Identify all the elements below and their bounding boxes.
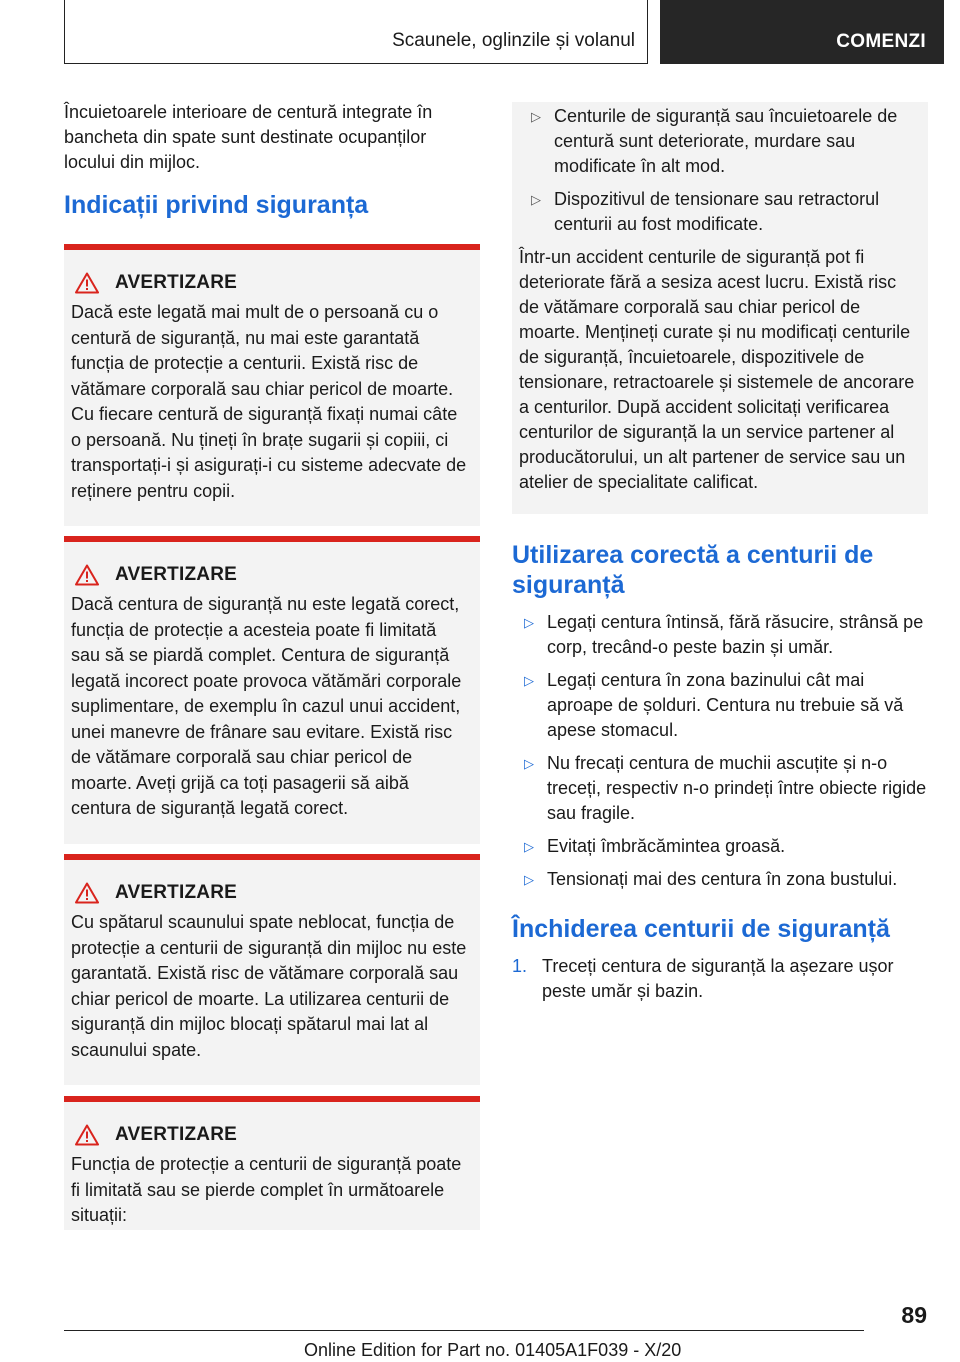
list-item (512, 751, 928, 826)
list-item (512, 954, 928, 1004)
list-item-text: Tensionați mai des centura în zona bustului. (547, 869, 898, 889)
triangle-right-icon: ▷ (524, 673, 534, 688)
warning-text: Cu spătarul scaunului spate neblocat, funcția de protecție a centurii de siguranță din mijloc nu este garantată. Există risc de vătămare corporală sau chiar pericol de moarte. La utilizarea centurii de siguranță din mijloc blocați spătarul mai lat al scaunului spate. (71, 912, 467, 1060)
list-item-text: Treceți centura de siguranță la așezare ușor peste umăr și bazin. (542, 956, 894, 1001)
triangle-right-icon: ▷ (531, 192, 541, 207)
list-item (519, 187, 918, 237)
chapter-tab-label: COMENZI (836, 31, 926, 52)
warning-box-2 (64, 536, 480, 844)
list-item (519, 104, 918, 179)
left-column-top (64, 100, 480, 220)
warning-triangle-icon (75, 272, 99, 294)
heading-closing: Închiderea centurii de siguranță (512, 915, 890, 943)
list-item (512, 834, 928, 859)
triangle-right-icon: ▷ (524, 839, 534, 854)
list-item (512, 668, 928, 743)
heading-correct-use: Utilizarea corectă a centurii de siguranță (512, 541, 874, 599)
warning-triangle-icon (75, 882, 99, 904)
warning-title: AVERTIZARE (115, 1124, 237, 1145)
warning-paragraph: Într-un accident centurile de siguranță pot fi deteriorate fără a sesiza acest lucru. Există risc de vătămare corporală sau chiar pericol de moarte. Mențineți curate și nu modificați centurile de siguranță, încuietoarele, dispozitivele de tensionare, retractoarele și sistemele de ancorare a centurilor. După accident solicitați verificarea centurilor de siguranță la un service partener al producătorului, un alt partener de service sau un atelier de specialitate calificat. (519, 247, 915, 492)
chapter-tab[interactable] (660, 0, 944, 64)
triangle-right-icon: ▷ (524, 756, 534, 771)
list-item (512, 610, 928, 660)
footer-edition: Online Edition for Part no. 01405A1F039 - X/20 (304, 1340, 682, 1360)
warning-text: Dacă centura de siguranță nu este legată corect, funcția de protecție a acesteia poate fi limitată sau să se piardă complet. Centura de siguranță legată incorect poate provoca vătămări corporale suplimentare, de exemplu în cazul unui accident, unei manevre de frânare sau evitare. Există risc de vătămare corporală sau chiar pericol de moarte. Aveți grijă ca toți pasagerii să aibă centura de siguranță legată corect. (71, 594, 462, 818)
list-item-text: Legați centura întinsă, fără răsucire, strânsă pe corp, trecând-o peste bazin și umăr. (547, 612, 924, 657)
warning-box-1 (64, 244, 480, 526)
intro-paragraph: Încuietoarele interioare de centură integrate în bancheta din spate sunt destinate ocupanților locului din mijloc. (64, 102, 433, 172)
warning-box-4 (64, 1096, 480, 1230)
warning-continuation-panel (512, 102, 928, 514)
triangle-right-icon: ▷ (524, 615, 534, 630)
triangle-right-icon: ▷ (531, 109, 541, 124)
triangle-right-icon: ▷ (524, 872, 534, 887)
warning-triangle-icon (75, 564, 99, 586)
page-number: 89 (901, 1302, 927, 1328)
warning-text: Funcția de protecție a centurii de siguranță poate fi limitată sau se pierde complet în următoarele situații: (71, 1154, 462, 1225)
warning-title: AVERTIZARE (115, 882, 237, 903)
list-item-text: Legați centura în zona bazinului cât mai aproape de șolduri. Centura nu trebuie să vă apese stomacul. (547, 670, 904, 740)
footer-rule (64, 1330, 864, 1331)
heading-safety: Indicații privind siguranța (64, 191, 369, 219)
list-item-text: Centurile de siguranță sau încuietoarele de centură sunt deteriorate, murdare sau modificate în alt mod. (554, 106, 898, 176)
warning-text: Dacă este legată mai mult de o persoană cu o centură de siguranță, nu mai este garantată funcția de protecție a centurii. Există risc de vătămare corporală sau chiar pericol de moarte. Cu fiecare centură de siguranță fixați numai câte o persoană. Nu țineți în brațe sugarii și copiii, ci transportați-i și asigurați-i cu sisteme adecvate de reținere pentru copii. (71, 302, 467, 501)
right-column-body (512, 540, 928, 1004)
warning-box-3 (64, 854, 480, 1085)
step-number: 1. (512, 956, 528, 976)
list-item (512, 867, 928, 892)
warning-title: AVERTIZARE (115, 272, 237, 293)
list-item-text: Evitați îmbrăcămintea groasă. (547, 836, 786, 856)
warning-triangle-icon (75, 1124, 99, 1146)
warning-title: AVERTIZARE (115, 564, 237, 585)
list-item-text: Nu frecați centura de muchii ascuțite și n-o treceți, respectiv n-o prindeți între obiecte rigide sau fragile. (547, 753, 927, 823)
list-item-text: Dispozitivul de tensionare sau retractorul centurii au fost modificate. (554, 189, 880, 234)
section-title: Scaunele, oglinzile și volanul (392, 30, 635, 51)
header-section-box (64, 0, 648, 64)
